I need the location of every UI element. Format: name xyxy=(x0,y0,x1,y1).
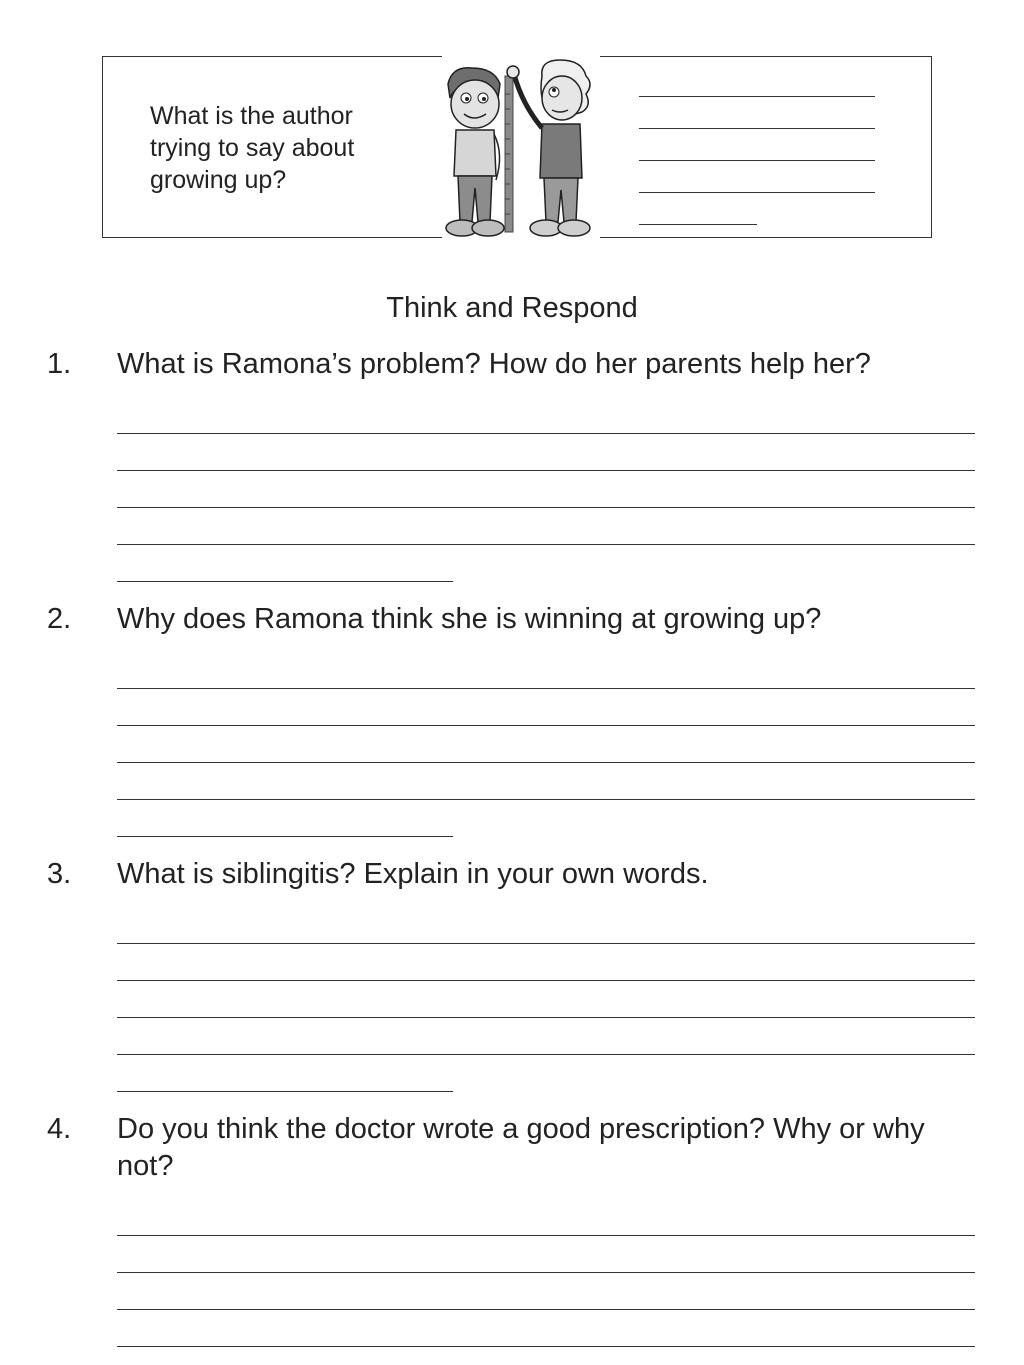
answer-line[interactable] xyxy=(117,799,975,800)
answer-line[interactable] xyxy=(117,1054,975,1055)
question-line: Do you think the doctor wrote a good prescription? Why or why xyxy=(117,1113,925,1145)
answer-line[interactable] xyxy=(117,1346,975,1347)
question-text xyxy=(117,1111,987,1185)
question-number: 1. xyxy=(47,348,72,380)
question-line: What is Ramona’s problem? How do her parents help her? xyxy=(117,348,871,380)
answer-line[interactable] xyxy=(117,544,975,545)
answer-line[interactable] xyxy=(117,943,975,944)
reflection-answer-lines xyxy=(639,96,879,256)
answer-line[interactable] xyxy=(639,96,875,97)
question-text xyxy=(117,856,987,893)
answer-line[interactable] xyxy=(117,1017,975,1018)
question-line: Why does Ramona think she is winning at growing up? xyxy=(117,603,822,635)
answer-line[interactable] xyxy=(117,470,975,471)
prompt-line: What is the author xyxy=(150,102,353,130)
answer-line[interactable] xyxy=(117,1091,453,1092)
prompt-line: growing up? xyxy=(150,166,287,194)
kids-measuring-height-illustration xyxy=(442,54,600,242)
question-text xyxy=(117,601,987,638)
question-number: 4. xyxy=(47,1113,72,1145)
answer-line[interactable] xyxy=(117,1235,975,1236)
question-number: 3. xyxy=(47,858,72,890)
question-line: What is siblingitis? Explain in your own words. xyxy=(117,858,709,890)
answer-line[interactable] xyxy=(117,507,975,508)
question-number: 2. xyxy=(47,603,72,635)
answer-line[interactable] xyxy=(117,980,975,981)
answer-line[interactable] xyxy=(117,581,453,582)
answer-line[interactable] xyxy=(117,836,453,837)
reflection-prompt xyxy=(150,100,390,196)
answer-line[interactable] xyxy=(639,128,875,129)
illustration-svg xyxy=(442,54,600,242)
section-heading: Think and Respond xyxy=(386,292,638,324)
question-line: not? xyxy=(117,1150,174,1182)
answer-line[interactable] xyxy=(117,725,975,726)
answer-line[interactable] xyxy=(117,762,975,763)
answer-line[interactable] xyxy=(117,1272,975,1273)
question-text xyxy=(117,346,987,383)
answer-line[interactable] xyxy=(639,192,875,193)
answer-line[interactable] xyxy=(639,160,875,161)
answer-line[interactable] xyxy=(117,433,975,434)
prompt-line: trying to say about xyxy=(150,134,355,162)
answer-line[interactable] xyxy=(117,688,975,689)
answer-line[interactable] xyxy=(639,224,757,225)
answer-line[interactable] xyxy=(117,1309,975,1310)
